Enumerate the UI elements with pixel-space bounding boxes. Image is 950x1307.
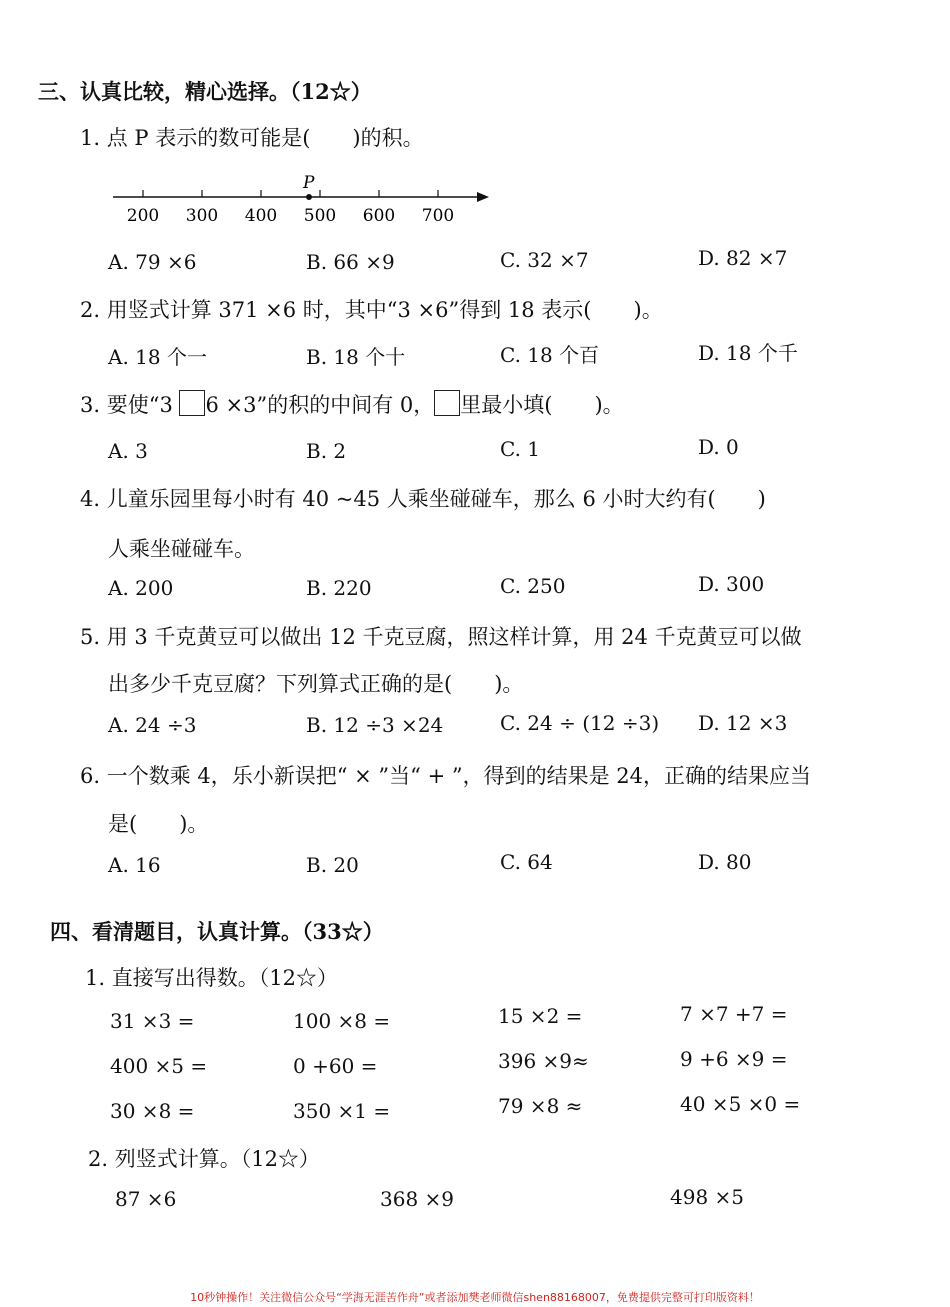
q6-option-b[interactable]: B. 20 xyxy=(306,853,359,877)
calc-2-4: 9 +6 ×9 = xyxy=(680,1047,788,1071)
calc-1-1: 31 ×3 = xyxy=(110,1009,195,1033)
q3-option-d[interactable]: D. 0 xyxy=(698,435,739,459)
question-4-line2: 人乘坐碰碰车。 xyxy=(108,537,255,561)
section3-title: 三、认真比较，精心选择。（12☆） xyxy=(38,79,372,104)
q5-option-c[interactable]: C. 24 ÷ (12 ÷3) xyxy=(500,711,660,735)
q6-option-d[interactable]: D. 80 xyxy=(698,850,752,874)
q5-option-b[interactable]: B. 12 ÷3 ×24 xyxy=(306,713,444,737)
vertical-calc-2: 368 ×9 xyxy=(380,1187,455,1211)
q5-option-d[interactable]: D. 12 ×3 xyxy=(698,711,788,735)
q3-blank-box-2 xyxy=(434,390,460,416)
point-p xyxy=(306,194,312,200)
q1-option-c[interactable]: C. 32 ×7 xyxy=(500,248,589,272)
footer-notice: 10秒钟操作！关注微信公众号“学海无涯苦作舟”或者添加樊老师微信shen88168007，免费提供完整可打印版资料！ xyxy=(190,1291,760,1304)
q3-option-c[interactable]: C. 1 xyxy=(500,437,541,461)
q3-option-a[interactable]: A. 3 xyxy=(108,439,148,463)
q1-option-d[interactable]: D. 82 ×7 xyxy=(698,246,788,270)
tick-label-400: 400 xyxy=(244,206,278,226)
vertical-calc-1: 87 ×6 xyxy=(115,1187,177,1211)
q4-option-c[interactable]: C. 250 xyxy=(500,574,566,598)
q3-text-a: 3. 要使“3 xyxy=(80,393,180,417)
calc-3-4: 40 ×5 ×0 = xyxy=(680,1092,801,1116)
q3-text-b: 6 ×3”的积的中间有 0， xyxy=(205,393,435,417)
tick-label-200: 200 xyxy=(126,206,160,226)
number-line-arrow xyxy=(477,192,489,202)
tick-label-500: 500 xyxy=(303,206,337,226)
calc-1-4: 7 ×7 +7 = xyxy=(680,1002,788,1026)
calc-1-2: 100 ×8 = xyxy=(293,1009,391,1033)
q4-option-d[interactable]: D. 300 xyxy=(698,572,765,596)
q1-option-a[interactable]: A. 79 ×6 xyxy=(108,250,197,274)
q5-option-a[interactable]: A. 24 ÷3 xyxy=(108,713,197,737)
point-p-label: P xyxy=(303,173,315,193)
q4-option-a[interactable]: A. 200 xyxy=(108,576,174,600)
q3-text-c: 里最小填( )。 xyxy=(460,393,624,417)
part1-title: 1. 直接写出得数。（12☆） xyxy=(85,966,338,990)
q2-option-c[interactable]: C. 18 个百 xyxy=(500,343,600,367)
question-5-line1: 5. 用 3 千克黄豆可以做出 12 千克豆腐，照这样计算，用 24 千克黄豆可以做 xyxy=(80,625,802,649)
question-6-line1: 6. 一个数乘 4，乐小新误把“ × ”当“ + ”，得到的结果是 24，正确的结果应当 xyxy=(80,764,811,788)
calc-2-1: 400 ×5 = xyxy=(110,1054,208,1078)
question-4-line1: 4. 儿童乐园里每小时有 40 ~45 人乘坐碰碰车，那么 6 小时大约有( ) xyxy=(80,487,766,511)
calc-2-3: 396 ×9≈ xyxy=(498,1049,589,1073)
calc-3-3: 79 ×8 ≈ xyxy=(498,1094,583,1118)
q3-blank-box-1 xyxy=(179,390,205,416)
calc-2-2: 0 +60 = xyxy=(293,1054,378,1078)
q1-option-b[interactable]: B. 66 ×9 xyxy=(306,250,395,274)
q2-option-d[interactable]: D. 18 个千 xyxy=(698,341,798,365)
q4-option-b[interactable]: B. 220 xyxy=(306,576,372,600)
q6-option-a[interactable]: A. 16 xyxy=(108,853,161,877)
q6-option-c[interactable]: C. 64 xyxy=(500,850,553,874)
question-5-line2: 出多少千克豆腐？下列算式正确的是( )。 xyxy=(108,672,524,696)
q2-option-a[interactable]: A. 18 个一 xyxy=(108,345,207,369)
calc-3-1: 30 ×8 = xyxy=(110,1099,195,1123)
tick-label-300: 300 xyxy=(185,206,219,226)
q2-option-b[interactable]: B. 18 个十 xyxy=(306,345,406,369)
tick-label-700: 700 xyxy=(421,206,455,226)
calc-3-2: 350 ×1 = xyxy=(293,1099,391,1123)
vertical-calc-3: 498 ×5 xyxy=(670,1185,745,1209)
question-3 xyxy=(80,389,624,419)
calc-1-3: 15 ×2 = xyxy=(498,1004,583,1028)
section4-title: 四、看清题目，认真计算。（33☆） xyxy=(50,919,384,944)
number-line xyxy=(105,172,490,232)
part2-title: 2. 列竖式计算。（12☆） xyxy=(88,1147,320,1171)
q3-option-b[interactable]: B. 2 xyxy=(306,439,347,463)
tick-label-600: 600 xyxy=(362,206,396,226)
question-1: 1. 点 P 表示的数可能是( )的积。 xyxy=(80,126,424,150)
question-2: 2. 用竖式计算 371 ×6 时，其中“3 ×6”得到 18 表示( )。 xyxy=(80,298,663,322)
question-6-line2: 是( )。 xyxy=(108,812,209,836)
